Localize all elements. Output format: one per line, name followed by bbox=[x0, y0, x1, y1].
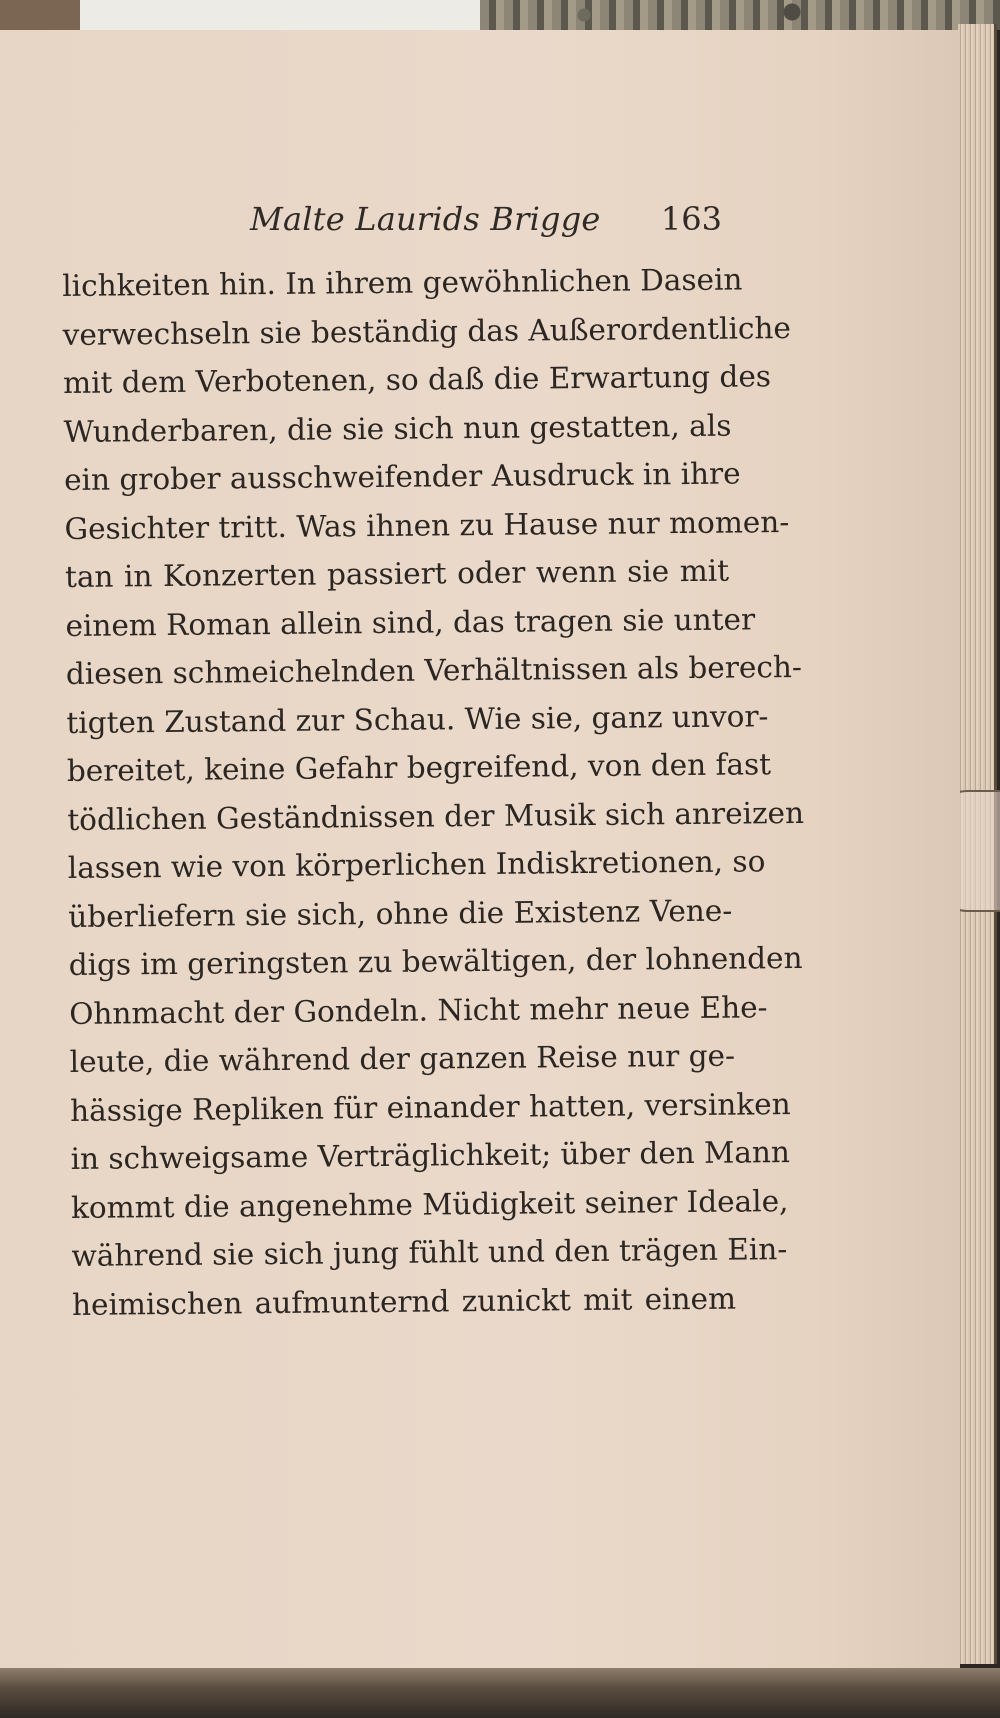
book-cover-edge bbox=[0, 0, 90, 34]
page-number: 163 bbox=[660, 200, 722, 238]
text-line: verwechseln sie beständig das Außerordentliche bbox=[62, 310, 792, 352]
text-line: in schweigsame Verträglichkeit; über den Mann bbox=[70, 1135, 791, 1176]
text-line: Ohnmacht der Gondeln. Nicht mehr neue Ehe- bbox=[69, 989, 768, 1031]
book-bottom-edge bbox=[0, 1668, 1000, 1718]
text-line: leute, die während der ganzen Reise nur ge- bbox=[69, 1038, 736, 1079]
text-line: tan in Konzerten passiert oder wenn sie mit bbox=[64, 553, 730, 594]
text-line: digs im geringsten zu bewältigen, der lohnenden bbox=[68, 940, 803, 982]
running-title: Malte Laurids Brigge bbox=[250, 200, 601, 238]
text-line: lichkeiten hin. In ihrem gewöhnlichen Dasein bbox=[62, 262, 743, 303]
text-line: Gesichter tritt. Was ihnen zu Hause nur momen- bbox=[64, 504, 790, 546]
marbled-endpaper bbox=[480, 0, 1000, 30]
text-line: heimischen aufmunternd zunickt mit einem bbox=[71, 1281, 737, 1322]
text-line: einem Roman allein sind, das tragen sie unter bbox=[65, 601, 756, 643]
text-line: tödlichen Geständnissen der Musik sich anreizen bbox=[67, 795, 805, 837]
text-line: Wunderbaren, die sie sich nun gestatten, als bbox=[63, 408, 732, 449]
text-line: tigten Zustand zur Schau. Wie sie, ganz unvor- bbox=[66, 698, 769, 740]
text-line: hässige Repliken für einander hatten, versinken bbox=[69, 1086, 791, 1128]
body-text bbox=[62, 256, 805, 1329]
text-line: ein grober ausschweifender Ausdruck in ihre bbox=[63, 456, 741, 497]
text-line: während sie sich jung fühlt und den trägen Ein- bbox=[71, 1232, 788, 1273]
text-line: lassen wie von körperlichen Indiskretionen, so bbox=[67, 844, 766, 885]
running-head bbox=[250, 200, 730, 250]
text-line: bereitet, keine Gefahr begreifend, von den fast bbox=[66, 747, 772, 788]
text-line: diesen schmeichelnden Verhältnissen als berech- bbox=[65, 649, 803, 691]
text-line: mit dem Verbotenen, so daß die Erwartung des bbox=[62, 359, 772, 400]
text-line: überliefern sie sich, ohne die Existenz Vene- bbox=[68, 893, 733, 934]
text-line: kommt die angenehme Müdigkeit seiner Ideale, bbox=[70, 1183, 789, 1225]
